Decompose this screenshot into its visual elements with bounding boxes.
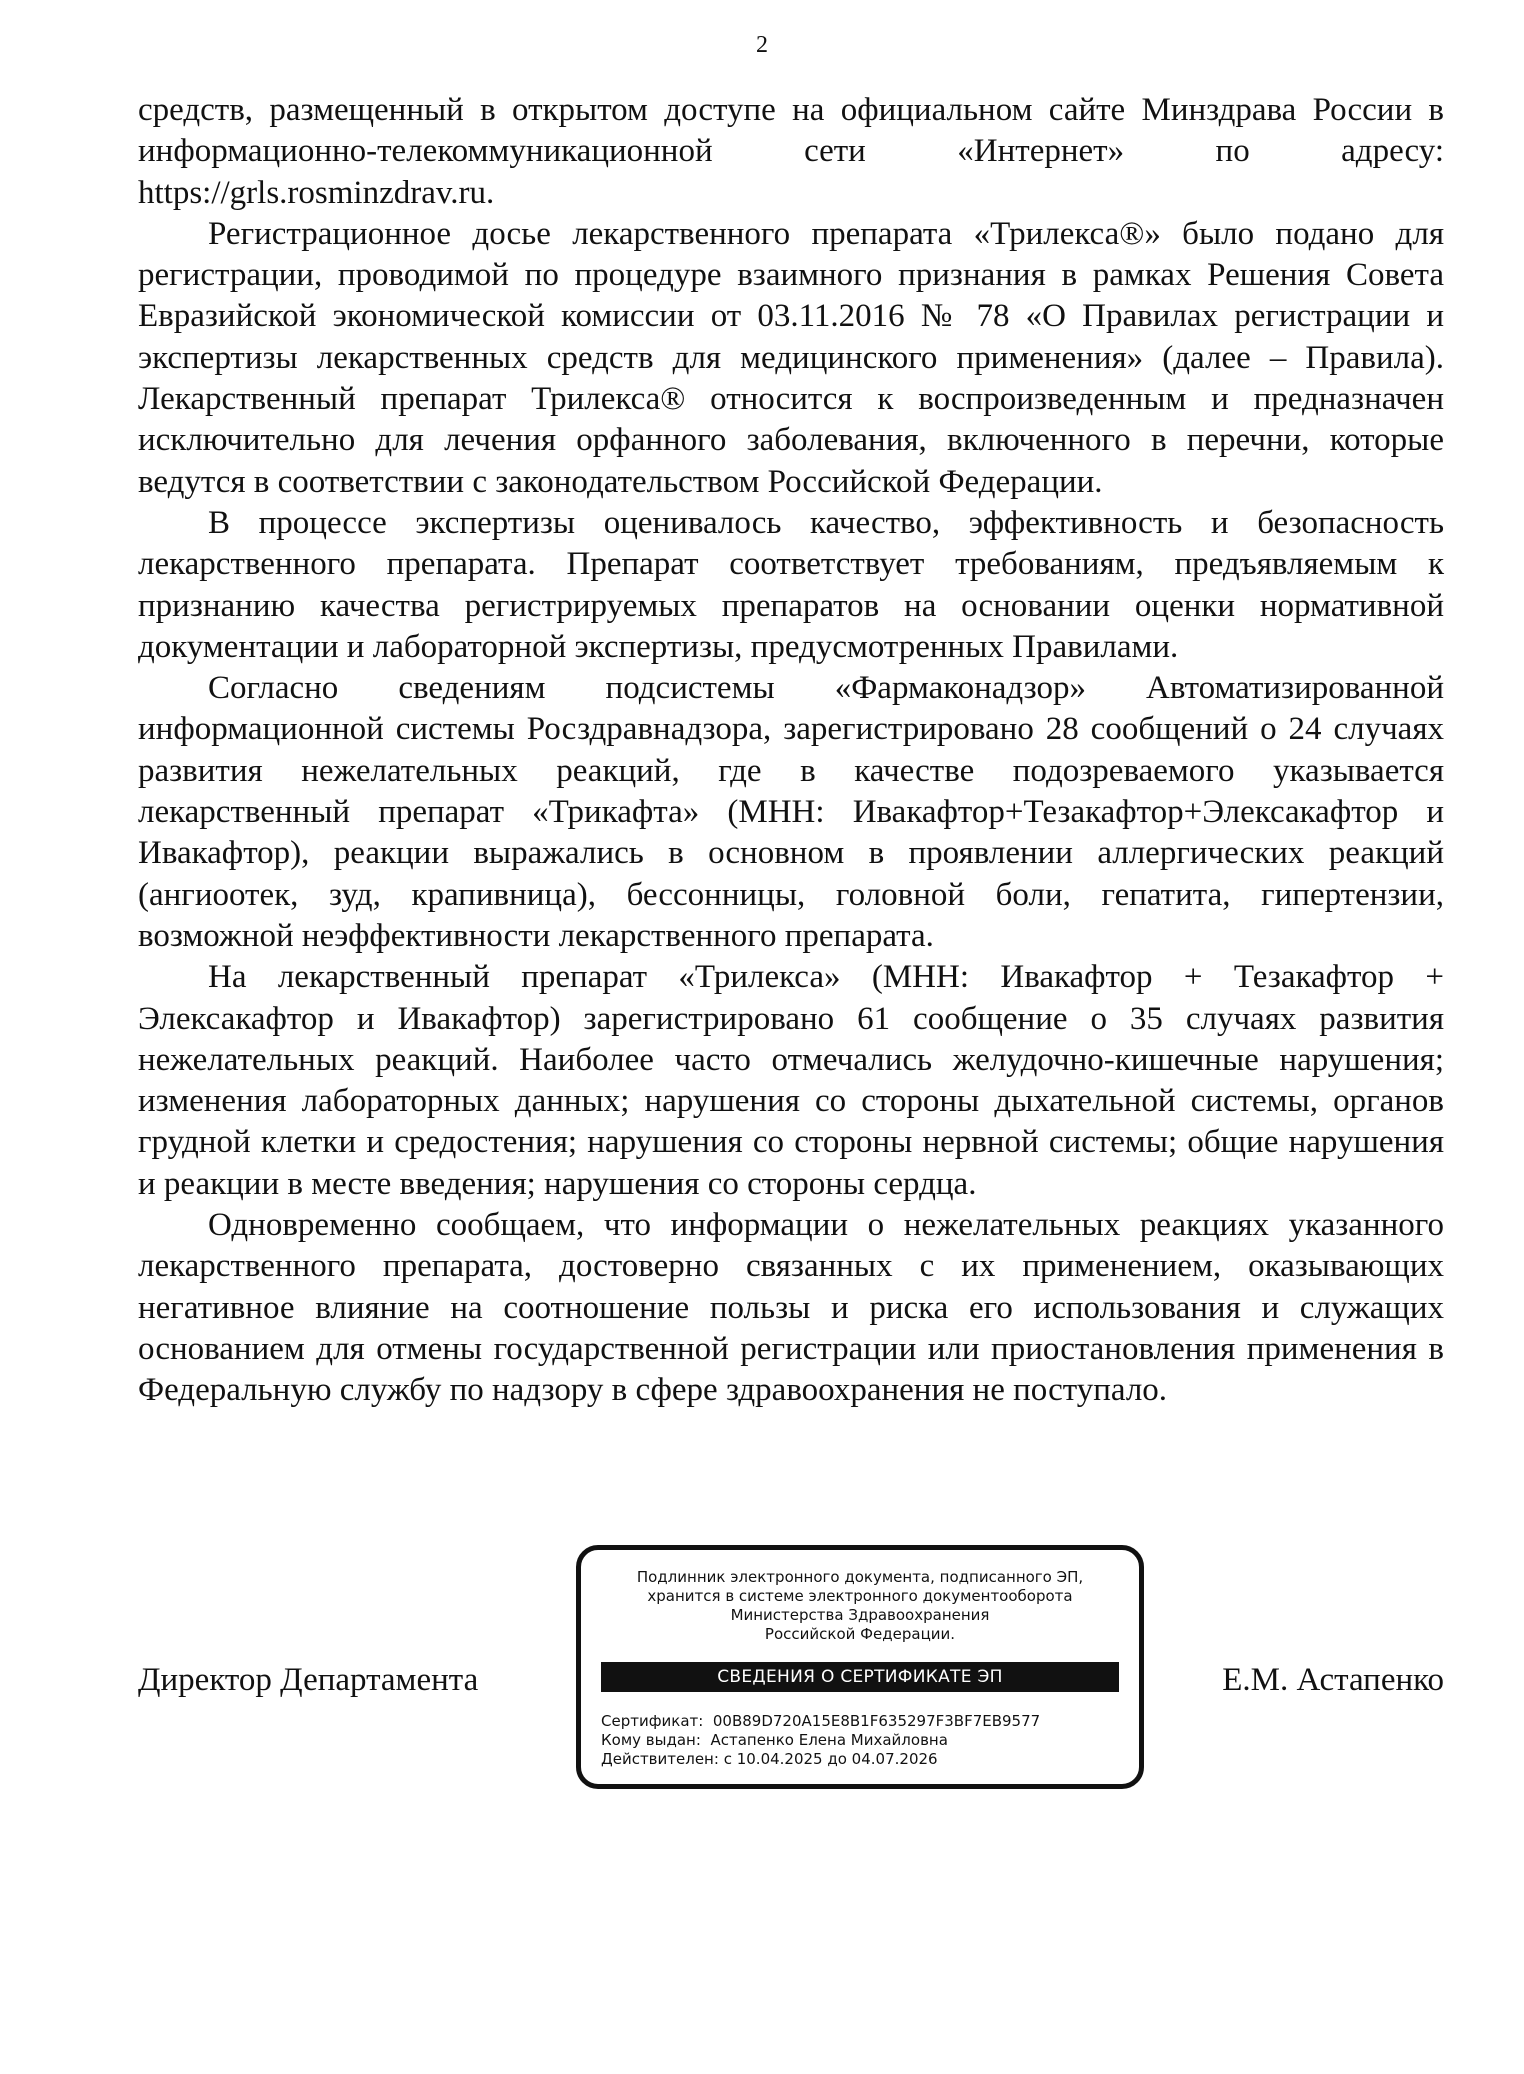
certificate-number-line xyxy=(601,1712,1040,1731)
issued-to-value: Астапенко Елена Михайловна xyxy=(710,1731,948,1749)
paragraph-pharmacovigilance-trikafta: Согласно сведениям подсистемы «Фармаконадзор» Автоматизированной информационной системы Росздравнадзора, зарегистрировано 28 сообщений о 24 случаях развития нежелательных реакций, где в качестве подозреваемого указывается лекарственный препарат «Трикафта» (МНН: Ивакафтор+Тезакафтор+Элексакафтор и Ивакафтор), реакции выражались в основном в проявлении аллергических реакций (ангиоотек, зуд, крапивница), бессонницы, головной боли, гепатита, гипертензии, возможной неэффективности лекарственного препарата. xyxy=(138,670,1444,954)
certificate-details xyxy=(601,1712,1040,1769)
signer-name: Е.М. Астапенко xyxy=(1222,1662,1444,1698)
paragraph-pharmacovigilance-trilexa: На лекарственный препарат «Трилекса» (МНН: Ивакафтор + Тезакафтор + Элексакафтор и Ивакафтор) зарегистрировано 61 сообщение о 35 случаях развития нежелательных реакций. Наиболее часто отмечались желудочно-кишечные нарушения; изменения лабораторных данных; нарушения со стороны дыхательной системы, органов грудной клетки и средостения; нарушения со стороны нервной системы; общие нарушения и реакции в месте введения; нарушения со стороны сердца. xyxy=(138,959,1444,1202)
stamp-intro-line: Российской Федерации. xyxy=(764,1625,956,1643)
stamp-intro xyxy=(581,1568,1139,1644)
paragraph-expertise: В процессе экспертизы оценивалось качество, эффективность и безопасность лекарственного препарата. Препарат соответствует требованиям, предъявляемым к признанию качества регистрируемых препаратов на основании оценки нормативной документации и лабораторной экспертизы, предусмотренных Правилами. xyxy=(138,504,1444,665)
paragraph-registration-dossier: Регистрационное досье лекарственного препарата «Трилекса®» было подано для регистрации, проводимой по процедуре взаимного признания в рамках Решения Совета Евразийской экономической комиссии от 03.11.2016 № 78 «О Правилах регистрации и экспертизы лекарственных средств для медицинского применения» (далее – Правила). Лекарственный препарат Трилекса® относится к воспроизведенным и предназначен исключительно для лечения орфанного заболевания, включенного в перечни, которые ведутся в соответствии с законодательством Российской Федерации. xyxy=(138,215,1444,500)
stamp-intro-line: хранится в системе электронного документооборота xyxy=(647,1587,1073,1605)
stamp-intro-line: Министерства Здравоохранения xyxy=(730,1606,990,1624)
page-number: 2 xyxy=(756,32,768,58)
paragraph-conclusion: Одновременно сообщаем, что информации о нежелательных реакциях указанного лекарственного препарата, достоверно связанных с их применением, оказывающих негативное влияние на соотношение пользы и риска его использования и служащих основанием для отмены государственной регистрации или приостановления применения в Федеральную службу по надзору в сфере здравоохранения не поступало. xyxy=(138,1207,1444,1409)
signature-block xyxy=(138,1545,1444,1795)
validity-value: с 10.04.2025 до 04.07.2026 xyxy=(723,1750,938,1768)
certificate-label: Сертификат: xyxy=(601,1712,704,1730)
letter-body xyxy=(138,90,1444,1412)
validity-label: Действителен: xyxy=(601,1750,719,1768)
certificate-header-bar: СВЕДЕНИЯ О СЕРТИФИКАТЕ ЭП xyxy=(601,1662,1119,1692)
signer-title: Директор Департамента xyxy=(138,1662,479,1698)
issued-to-line xyxy=(601,1731,1040,1750)
paragraph-continuation: средств, размещенный в открытом доступе на официальном сайте Минздрава России в информационно-телекоммуникационной сети «Интернет» по адресу: https://grls.rosminzdrav.ru. xyxy=(138,92,1444,211)
stamp-intro-line: Подлинник электронного документа, подписанного ЭП, xyxy=(636,1568,1084,1586)
electronic-signature-stamp xyxy=(576,1545,1144,1789)
validity-line xyxy=(601,1750,1040,1769)
issued-to-label: Кому выдан: xyxy=(601,1731,701,1749)
certificate-value: 00B89D720A15E8B1F635297F3BF7EB9577 xyxy=(712,1712,1041,1730)
